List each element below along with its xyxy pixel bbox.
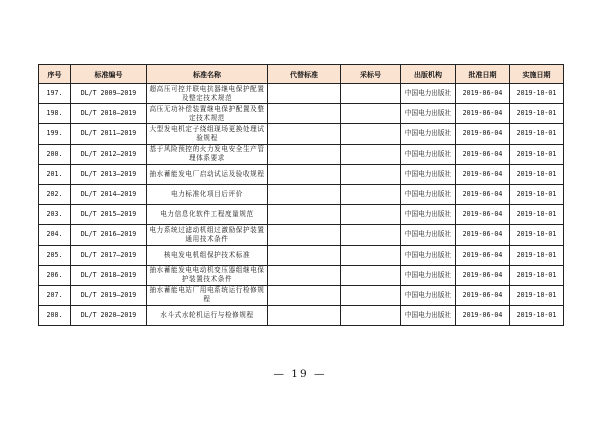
approval-date: 2019-06-04: [456, 306, 510, 326]
replaced-standard: [268, 104, 341, 124]
standard-name: 电力信息化软件工程度量规范: [147, 205, 268, 225]
table-row: [39, 205, 564, 225]
replaced-standard: [268, 285, 341, 305]
standard-code: DL/T 2020—2019: [71, 306, 147, 326]
adopted-standard: [341, 144, 401, 164]
row-number: 197.: [39, 84, 71, 104]
replaced-standard: [268, 245, 341, 265]
publisher: 中国电力出版社: [401, 205, 456, 225]
standard-code: DL/T 2013—2019: [71, 164, 147, 184]
standard-code: DL/T 2015—2019: [71, 205, 147, 225]
header-cell: 出版机构: [401, 65, 456, 84]
standard-name: 超高压可控并联电抗器继电保护配置及整定技术规范: [147, 84, 268, 104]
header-cell: 实施日期: [510, 65, 564, 84]
row-number: 200.: [39, 144, 71, 164]
standard-code: DL/T 2018—2019: [71, 265, 147, 285]
adopted-standard: [341, 225, 401, 245]
row-number: 201.: [39, 164, 71, 184]
standard-code: DL/T 2012—2019: [71, 144, 147, 164]
adopted-standard: [341, 184, 401, 204]
adopted-standard: [341, 205, 401, 225]
publisher: 中国电力出版社: [401, 84, 456, 104]
header-cell: 标准名称: [147, 65, 268, 84]
approval-date: 2019-06-04: [456, 205, 510, 225]
standard-name: 高压无功补偿装置继电保护配置及整定技术规范: [147, 104, 268, 124]
implementation-date: 2019-10-01: [510, 205, 564, 225]
standard-name: 核电发电机组保护技术标准: [147, 245, 268, 265]
row-number: 204.: [39, 225, 71, 245]
standard-name: 电力系统过滤动机组过激励保护装置通用技术条件: [147, 225, 268, 245]
table-row: [39, 144, 564, 164]
standard-code: DL/T 2016—2019: [71, 225, 147, 245]
adopted-standard: [341, 84, 401, 104]
standard-name: 抽水蓄能电站厂用电系统运行检修规程: [147, 285, 268, 305]
approval-date: 2019-06-04: [456, 144, 510, 164]
implementation-date: 2019-10-01: [510, 124, 564, 144]
replaced-standard: [268, 205, 341, 225]
replaced-standard: [268, 144, 341, 164]
implementation-date: 2019-10-01: [510, 164, 564, 184]
standard-name: 抽水蓄能发电电动机变压器组继电保护装置技术条件: [147, 265, 268, 285]
approval-date: 2019-06-04: [456, 164, 510, 184]
approval-date: 2019-06-04: [456, 265, 510, 285]
publisher: 中国电力出版社: [401, 306, 456, 326]
row-number: 207.: [39, 285, 71, 305]
approval-date: 2019-06-04: [456, 225, 510, 245]
row-number: 203.: [39, 205, 71, 225]
row-number: 199.: [39, 124, 71, 144]
row-number: 205.: [39, 245, 71, 265]
approval-date: 2019-06-04: [456, 84, 510, 104]
implementation-date: 2019-10-01: [510, 245, 564, 265]
implementation-date: 2019-10-01: [510, 265, 564, 285]
header-cell: 批准日期: [456, 65, 510, 84]
standard-name: 大型发电机定子绕组现场更换处理试验规程: [147, 124, 268, 144]
adopted-standard: [341, 265, 401, 285]
implementation-date: 2019-10-01: [510, 285, 564, 305]
implementation-date: 2019-10-01: [510, 306, 564, 326]
implementation-date: 2019-10-01: [510, 104, 564, 124]
adopted-standard: [341, 164, 401, 184]
page-number: — 19 —: [273, 368, 327, 380]
publisher: 中国电力出版社: [401, 144, 456, 164]
replaced-standard: [268, 84, 341, 104]
table-row: [39, 245, 564, 265]
standard-name: 基于风险预控的火力发电安全生产管理体系要求: [147, 144, 268, 164]
row-number: 198.: [39, 104, 71, 124]
approval-date: 2019-06-04: [456, 104, 510, 124]
publisher: 中国电力出版社: [401, 184, 456, 204]
adopted-standard: [341, 245, 401, 265]
publisher: 中国电力出版社: [401, 124, 456, 144]
replaced-standard: [268, 306, 341, 326]
table-row: [39, 306, 564, 326]
publisher: 中国电力出版社: [401, 225, 456, 245]
table-row: [39, 164, 564, 184]
approval-date: 2019-06-04: [456, 184, 510, 204]
implementation-date: 2019-10-01: [510, 225, 564, 245]
table-row: [39, 184, 564, 204]
standard-code: DL/T 2017—2019: [71, 245, 147, 265]
header-cell: 标准编号: [71, 65, 147, 84]
adopted-standard: [341, 104, 401, 124]
replaced-standard: [268, 124, 341, 144]
implementation-date: 2019-10-01: [510, 84, 564, 104]
publisher: 中国电力出版社: [401, 164, 456, 184]
publisher: 中国电力出版社: [401, 285, 456, 305]
publisher: 中国电力出版社: [401, 265, 456, 285]
standards-table-container: [38, 64, 563, 326]
table-row: [39, 225, 564, 245]
standard-code: DL/T 2009—2019: [71, 84, 147, 104]
adopted-standard: [341, 124, 401, 144]
standard-code: DL/T 2010—2019: [71, 104, 147, 124]
table-row: [39, 265, 564, 285]
table-header-row: [39, 65, 564, 84]
implementation-date: 2019-10-01: [510, 144, 564, 164]
standard-code: DL/T 2019—2019: [71, 285, 147, 305]
standard-name: 水斗式水轮机运行与检修规程: [147, 306, 268, 326]
standard-code: DL/T 2011—2019: [71, 124, 147, 144]
standards-table: [38, 64, 564, 326]
header-cell: 代替标准: [268, 65, 341, 84]
standard-name: 抽水蓄能发电厂启动试运及验收规程: [147, 164, 268, 184]
standard-code: DL/T 2014—2019: [71, 184, 147, 204]
approval-date: 2019-06-04: [456, 285, 510, 305]
row-number: 206.: [39, 265, 71, 285]
replaced-standard: [268, 164, 341, 184]
replaced-standard: [268, 225, 341, 245]
replaced-standard: [268, 265, 341, 285]
table-row: [39, 84, 564, 104]
standard-name: 电力标准化项目后评价: [147, 184, 268, 204]
table-row: [39, 104, 564, 124]
replaced-standard: [268, 184, 341, 204]
publisher: 中国电力出版社: [401, 245, 456, 265]
adopted-standard: [341, 285, 401, 305]
header-cell: 采标号: [341, 65, 401, 84]
implementation-date: 2019-10-01: [510, 184, 564, 204]
row-number: 202.: [39, 184, 71, 204]
row-number: 208.: [39, 306, 71, 326]
table-row: [39, 124, 564, 144]
approval-date: 2019-06-04: [456, 124, 510, 144]
table-row: [39, 285, 564, 305]
approval-date: 2019-06-04: [456, 245, 510, 265]
header-cell: 序号: [39, 65, 71, 84]
publisher: 中国电力出版社: [401, 104, 456, 124]
adopted-standard: [341, 306, 401, 326]
